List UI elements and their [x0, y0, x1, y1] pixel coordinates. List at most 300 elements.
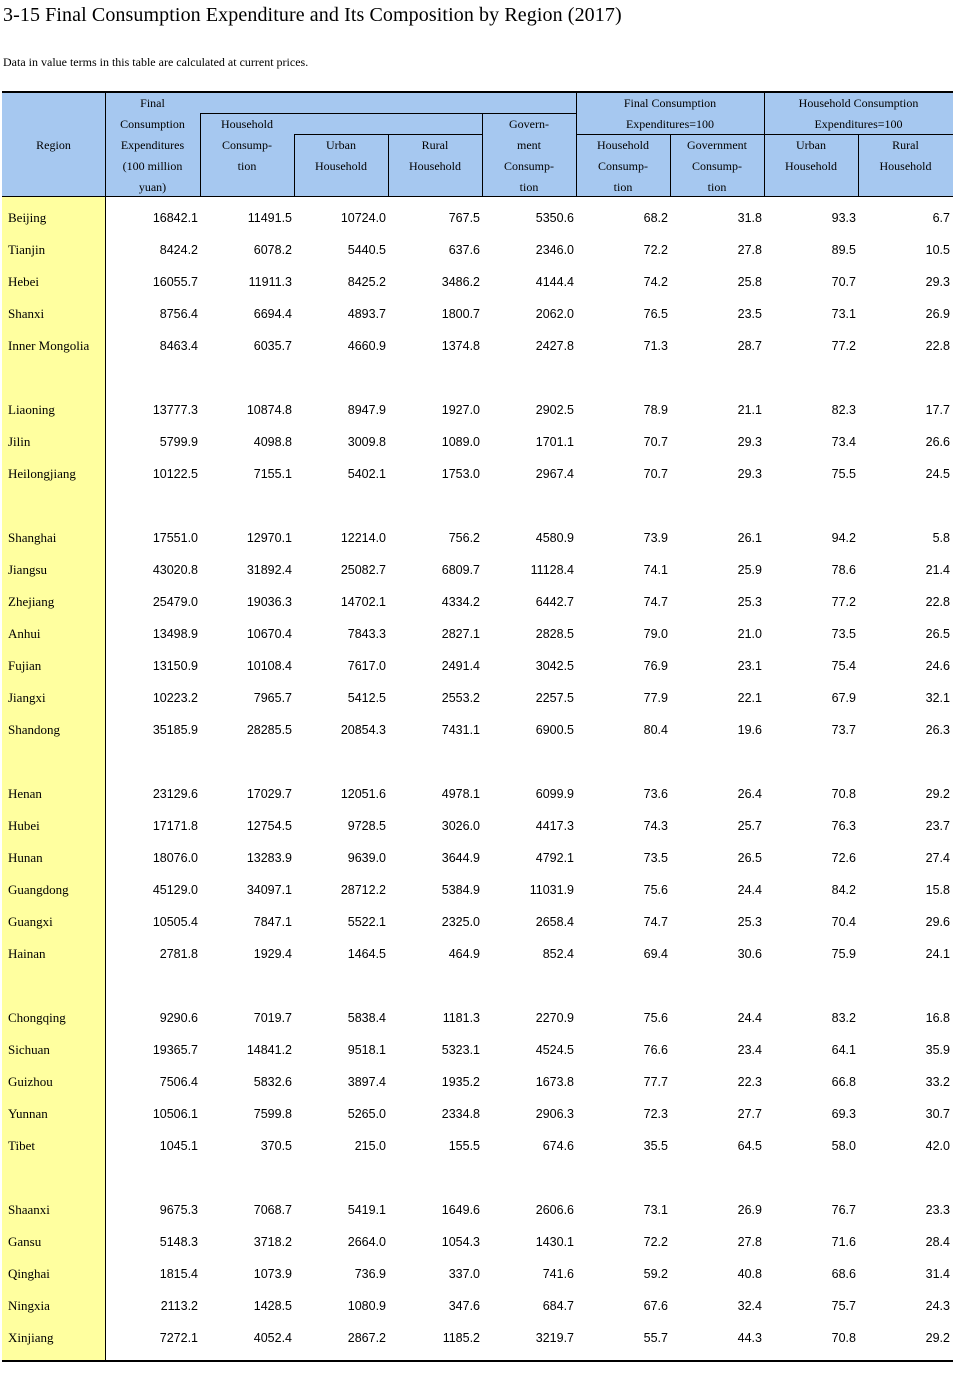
table-cell: 13777.3	[152, 403, 198, 417]
header-rule	[2, 196, 953, 197]
table-cell: 32.4	[737, 1299, 762, 1313]
table-cell: 29.6	[925, 915, 950, 929]
table-cell: 4417.3	[535, 819, 574, 833]
table-cell: 6809.7	[441, 563, 480, 577]
table-cell: 2828.5	[535, 627, 574, 641]
table-cell: 674.6	[542, 1139, 574, 1153]
table-cell: 23.5	[737, 307, 762, 321]
header-urban: Urban Household	[315, 138, 367, 173]
table-cell: 26.5	[737, 851, 762, 865]
table-cell: 767.5	[448, 211, 480, 225]
table-cell: 2257.5	[535, 691, 574, 705]
table-cell: 7155.1	[253, 467, 292, 481]
table-cell: 43020.8	[152, 563, 198, 577]
table-cell: 10108.4	[246, 659, 292, 673]
table-cell: 1080.9	[347, 1299, 386, 1313]
region-label: Anhui	[8, 626, 41, 641]
table-cell: 1428.5	[253, 1299, 292, 1313]
table-cell: 25.3	[737, 595, 762, 609]
table-cell: 73.5	[643, 851, 668, 865]
table-cell: 2902.5	[535, 403, 574, 417]
region-label: Jilin	[8, 434, 31, 449]
table-cell: 25.8	[737, 275, 762, 289]
table-cell: 70.7	[643, 435, 668, 449]
table-cell: 736.9	[354, 1267, 386, 1281]
table-note: Data in value terms in this table are calculated at current prices.	[3, 55, 309, 69]
table-cell: 2334.8	[441, 1107, 480, 1121]
table-cell: 10505.4	[152, 915, 198, 929]
table-cell: 74.7	[643, 915, 668, 929]
table-cell: 3644.9	[441, 851, 480, 865]
table-cell: 70.8	[831, 787, 856, 801]
table-cell: 7965.7	[253, 691, 292, 705]
table-cell: 5440.5	[347, 243, 386, 257]
table-cell: 73.7	[831, 723, 856, 737]
table-cell: 2491.4	[441, 659, 480, 673]
table-cell: 4052.4	[253, 1331, 292, 1345]
table-cell: 80.4	[643, 723, 668, 737]
table-cell: 2827.1	[441, 627, 480, 641]
table-cell: 2113.2	[160, 1299, 198, 1313]
table-cell: 26.3	[925, 723, 950, 737]
table-cell: 756.2	[448, 531, 480, 545]
table-cell: 215.0	[354, 1139, 386, 1153]
table-cell: 1185.2	[442, 1331, 480, 1345]
table-cell: 22.3	[737, 1075, 762, 1089]
table-cell: 2062.0	[535, 307, 574, 321]
region-label: Inner Mongolia	[8, 338, 90, 353]
table-cell: 34097.1	[246, 883, 292, 897]
region-label: Qinghai	[8, 1266, 50, 1281]
table-cell: 1927.0	[441, 403, 480, 417]
table-cell: 3219.7	[535, 1331, 574, 1345]
header-household: Household Consump- tion	[221, 117, 273, 173]
table-cell: 16.8	[925, 1011, 950, 1025]
table-cell: 29.3	[737, 467, 762, 481]
table-cell: 22.1	[737, 691, 762, 705]
table-cell: 7431.1	[441, 723, 480, 737]
table-cell: 5412.5	[347, 691, 386, 705]
header-hce100: Household Consumption Expenditures=100	[798, 96, 919, 131]
table-cell: 78.9	[643, 403, 668, 417]
table-cell: 10122.5	[152, 467, 198, 481]
table-cell: 11031.9	[529, 883, 574, 897]
table-cell: 21.0	[737, 627, 762, 641]
table-cell: 70.4	[831, 915, 856, 929]
table-cell: 20854.3	[340, 723, 386, 737]
table-cell: 69.4	[643, 947, 668, 961]
table-cell: 8756.4	[159, 307, 198, 321]
table-cell: 5838.4	[347, 1011, 386, 1025]
table-cell: 77.9	[643, 691, 668, 705]
table-cell: 11491.5	[247, 211, 292, 225]
table-cell: 21.1	[737, 403, 762, 417]
table-cell: 68.2	[643, 211, 668, 225]
table-cell: 77.2	[831, 339, 856, 353]
table-cell: 77.7	[643, 1075, 668, 1089]
table-cell: 30.7	[925, 1107, 950, 1121]
table-cell: 75.4	[831, 659, 856, 673]
header-urban-share: Urban Household	[785, 138, 837, 173]
table-cell: 79.0	[643, 627, 668, 641]
table-cell: 5265.0	[347, 1107, 386, 1121]
table-cell: 75.6	[643, 883, 668, 897]
table-cell: 17551.0	[152, 531, 198, 545]
table-cell: 72.6	[831, 851, 856, 865]
table-cell: 31892.4	[246, 563, 292, 577]
table-cell: 26.5	[925, 627, 950, 641]
table-cell: 31.8	[737, 211, 762, 225]
table-cell: 82.3	[831, 403, 856, 417]
table-cell: 23.7	[925, 819, 950, 833]
table-cell: 7617.0	[347, 659, 386, 673]
table-cell: 70.7	[831, 275, 856, 289]
table-cell: 5402.1	[347, 467, 386, 481]
table-cell: 75.6	[643, 1011, 668, 1025]
table-cell: 73.6	[643, 787, 668, 801]
table-cell: 29.2	[925, 1331, 950, 1345]
table-cell: 14841.2	[246, 1043, 292, 1057]
table-cell: 68.6	[831, 1267, 856, 1281]
table-cell: 4660.9	[347, 339, 386, 353]
table-cell: 155.5	[448, 1139, 480, 1153]
table-cell: 83.2	[831, 1011, 856, 1025]
table-cell: 2606.6	[535, 1203, 574, 1217]
table-cell: 4792.1	[535, 851, 574, 865]
table-cell: 26.9	[925, 307, 950, 321]
table-cell: 347.6	[448, 1299, 480, 1313]
table-cell: 5799.9	[159, 435, 198, 449]
table-cell: 4978.1	[441, 787, 480, 801]
table-cell: 1815.4	[159, 1267, 198, 1281]
table-cell: 23129.6	[152, 787, 198, 801]
region-label: Guizhou	[8, 1074, 53, 1089]
table-cell: 15.8	[925, 883, 950, 897]
table-cell: 337.0	[448, 1267, 480, 1281]
table-cell: 64.1	[831, 1043, 856, 1057]
region-label: Chongqing	[8, 1010, 66, 1025]
table-cell: 4334.2	[441, 595, 480, 609]
page-title: 3-15 Final Consumption Expenditure and Its Composition by Region (2017)	[3, 4, 622, 26]
table-cell: 35.9	[925, 1043, 950, 1057]
table-cell: 9518.1	[347, 1043, 386, 1057]
table-cell: 77.2	[831, 595, 856, 609]
table-cell: 35.5	[643, 1139, 668, 1153]
table-cell: 3042.5	[535, 659, 574, 673]
region-label: Hainan	[8, 946, 46, 961]
table-cell: 84.2	[831, 883, 856, 897]
table-cell: 14702.1	[340, 595, 386, 609]
table-cell: 8463.4	[159, 339, 198, 353]
table-cell: 13150.9	[152, 659, 198, 673]
table-cell: 44.3	[737, 1331, 762, 1345]
region-column	[2, 197, 105, 1360]
table-cell: 9290.6	[159, 1011, 198, 1025]
table-cell: 2270.9	[535, 1011, 574, 1025]
table-cell: 70.7	[643, 467, 668, 481]
table-cell: 12970.1	[246, 531, 292, 545]
table-cell: 27.8	[737, 1235, 762, 1249]
table-cell: 40.8	[737, 1267, 762, 1281]
region-label: Guangxi	[8, 914, 53, 929]
table-cell: 32.1	[925, 691, 950, 705]
table-cell: 4098.8	[253, 435, 292, 449]
table-cell: 1045.1	[159, 1139, 198, 1153]
table-cell: 10223.2	[152, 691, 198, 705]
table-cell: 17171.8	[152, 819, 198, 833]
table-cell: 3718.2	[253, 1235, 292, 1249]
table-cell: 7599.8	[253, 1107, 292, 1121]
header-fce100: Final Consumption Expenditures=100	[623, 96, 717, 131]
table-cell: 3486.2	[441, 275, 480, 289]
table-cell: 12754.5	[246, 819, 292, 833]
table-cell: 1935.2	[441, 1075, 480, 1089]
table-cell: 4524.5	[535, 1043, 574, 1057]
table-cell: 11128.4	[530, 563, 574, 577]
table-cell: 75.7	[831, 1299, 856, 1313]
table-cell: 2427.8	[535, 339, 574, 353]
table-cell: 75.9	[831, 947, 856, 961]
table-cell: 2325.0	[441, 915, 480, 929]
table-cell: 24.3	[925, 1299, 950, 1313]
table-cell: 24.6	[925, 659, 950, 673]
table-cell: 1430.1	[535, 1235, 574, 1249]
table-cell: 7847.1	[253, 915, 292, 929]
table-cell: 33.2	[925, 1075, 950, 1089]
table-cell: 26.4	[737, 787, 762, 801]
table-cell: 74.3	[643, 819, 668, 833]
region-label: Ningxia	[8, 1298, 50, 1313]
header-rural: Rural Household	[409, 138, 461, 173]
table-cell: 1649.6	[441, 1203, 480, 1217]
table-cell: 89.5	[831, 243, 856, 257]
region-separator	[105, 197, 106, 1360]
table-cell: 5522.1	[347, 915, 386, 929]
table-cell: 7843.3	[347, 627, 386, 641]
table-cell: 35185.9	[152, 723, 198, 737]
table-cell: 6694.4	[253, 307, 292, 321]
table-cell: 8424.2	[159, 243, 198, 257]
table-cell: 17029.7	[246, 787, 292, 801]
table-cell: 64.5	[737, 1139, 762, 1153]
table-cell: 7068.7	[253, 1203, 292, 1217]
table-cell: 25.3	[737, 915, 762, 929]
table-cell: 76.5	[643, 307, 668, 321]
region-label: Fujian	[8, 658, 42, 673]
table-cell: 7506.4	[159, 1075, 198, 1089]
table-cell: 1181.3	[442, 1011, 480, 1025]
table-cell: 1054.3	[441, 1235, 480, 1249]
table-cell: 73.1	[831, 307, 856, 321]
table-cell: 59.2	[643, 1267, 668, 1281]
table-cell: 8947.9	[347, 403, 386, 417]
table-cell: 76.9	[643, 659, 668, 673]
table-cell: 45129.0	[152, 883, 198, 897]
table-cell: 23.4	[737, 1043, 762, 1057]
table-cell: 9639.0	[347, 851, 386, 865]
table-cell: 5384.9	[441, 883, 480, 897]
table-cell: 29.3	[737, 435, 762, 449]
table-cell: 73.4	[831, 435, 856, 449]
table-cell: 1929.4	[253, 947, 292, 961]
table-cell: 2553.2	[441, 691, 480, 705]
table-cell: 29.3	[925, 275, 950, 289]
table-cell: 76.3	[831, 819, 856, 833]
table-cell: 27.4	[925, 851, 950, 865]
table-cell: 72.3	[643, 1107, 668, 1121]
region-label: Tibet	[8, 1138, 35, 1153]
table-cell: 684.7	[542, 1299, 574, 1313]
table-cell: 75.5	[831, 467, 856, 481]
table-cell: 10.5	[925, 243, 950, 257]
table-cell: 24.1	[925, 947, 950, 961]
header-government: Govern- ment Consump- tion	[503, 117, 554, 194]
table-cell: 94.2	[831, 531, 856, 545]
table-cell: 6035.7	[253, 339, 292, 353]
table-cell: 5832.6	[253, 1075, 292, 1089]
table-cell: 19.6	[737, 723, 762, 737]
table-cell: 4580.9	[535, 531, 574, 545]
table-cell: 28.4	[925, 1235, 950, 1249]
table-cell: 26.9	[737, 1203, 762, 1217]
table-cell: 24.4	[737, 1011, 762, 1025]
table-cell: 5.8	[932, 531, 950, 545]
table-cell: 2781.8	[159, 947, 198, 961]
table-cell: 71.3	[643, 339, 668, 353]
table-cell: 10724.0	[340, 211, 386, 225]
table-cell: 21.4	[925, 563, 950, 577]
table-cell: 74.2	[643, 275, 668, 289]
table-cell: 72.2	[643, 243, 668, 257]
region-label: Shanghai	[8, 530, 57, 545]
table-cell: 13498.9	[152, 627, 198, 641]
region-label: Tianjin	[8, 242, 46, 257]
region-label: Xinjiang	[8, 1330, 54, 1345]
table-cell: 67.6	[643, 1299, 668, 1313]
table-cell: 28712.2	[340, 883, 386, 897]
region-label: Beijing	[8, 210, 47, 225]
region-label: Guangdong	[8, 882, 69, 897]
table-cell: 5419.1	[347, 1203, 386, 1217]
table-cell: 12214.0	[340, 531, 386, 545]
table-cell: 76.6	[643, 1043, 668, 1057]
table-cell: 16055.7	[152, 275, 198, 289]
table-cell: 71.6	[831, 1235, 856, 1249]
header-region: Region	[36, 138, 71, 152]
table-cell: 1089.0	[441, 435, 480, 449]
table-cell: 2867.2	[347, 1331, 386, 1345]
table-cell: 1701.1	[535, 435, 574, 449]
region-label: Shandong	[8, 722, 60, 737]
table-cell: 25.9	[737, 563, 762, 577]
table-cell: 72.2	[643, 1235, 668, 1249]
region-label: Shanxi	[8, 306, 45, 321]
table-cell: 22.8	[925, 339, 950, 353]
table-cell: 8425.2	[347, 275, 386, 289]
table-cell: 29.2	[925, 787, 950, 801]
table-cell: 16842.1	[152, 211, 198, 225]
header-government-share: Government Consump- tion	[687, 138, 747, 194]
table-cell: 7019.7	[253, 1011, 292, 1025]
table-cell: 70.8	[831, 1331, 856, 1345]
header-household-share: Household Consump- tion	[597, 138, 649, 194]
table-cell: 7272.1	[159, 1331, 198, 1345]
table-cell: 4893.7	[347, 307, 386, 321]
table-cell: 23.3	[925, 1203, 950, 1217]
table-cell: 370.5	[260, 1139, 292, 1153]
table-cell: 10670.4	[246, 627, 292, 641]
region-label: Hebei	[8, 274, 40, 289]
table-cell: 17.7	[925, 403, 950, 417]
table-cell: 12051.6	[340, 787, 386, 801]
table-cell: 19365.7	[152, 1043, 198, 1057]
table-cell: 28285.5	[246, 723, 292, 737]
table-cell: 6099.9	[535, 787, 574, 801]
header-fce: Final Consumption Expenditures (100 million yuan)	[120, 96, 185, 194]
region-label: Liaoning	[8, 402, 55, 417]
table-cell: 11911.3	[248, 275, 292, 289]
table-cell: 73.1	[643, 1203, 668, 1217]
region-label: Gansu	[8, 1234, 42, 1249]
table-cell: 66.8	[831, 1075, 856, 1089]
region-label: Heilongjiang	[8, 466, 76, 481]
table-cell: 852.4	[542, 947, 574, 961]
table-cell: 2664.0	[347, 1235, 386, 1249]
table-cell: 6078.2	[253, 243, 292, 257]
table-cell: 30.6	[737, 947, 762, 961]
table-cell: 93.3	[831, 211, 856, 225]
table-cell: 2346.0	[535, 243, 574, 257]
table-cell: 1374.8	[441, 339, 480, 353]
table-cell: 25.7	[737, 819, 762, 833]
table-cell: 5323.1	[441, 1043, 480, 1057]
table-cell: 3026.0	[441, 819, 480, 833]
region-label: Jiangxi	[8, 690, 46, 705]
table-cell: 26.6	[925, 435, 950, 449]
table-cell: 10506.1	[152, 1107, 198, 1121]
region-label: Hunan	[8, 850, 43, 865]
table-cell: 58.0	[831, 1139, 856, 1153]
table-cell: 1753.0	[441, 467, 480, 481]
table-cell: 26.1	[737, 531, 762, 545]
region-label: Jiangsu	[8, 562, 47, 577]
table-cell: 6900.5	[535, 723, 574, 737]
bottom-rule	[2, 1360, 953, 1362]
table-cell: 23.1	[737, 659, 762, 673]
table-cell: 3009.8	[347, 435, 386, 449]
table-cell: 74.1	[643, 563, 668, 577]
table-cell: 55.7	[643, 1331, 668, 1345]
region-label: Sichuan	[8, 1042, 50, 1057]
table-cell: 73.9	[643, 531, 668, 545]
table-cell: 22.8	[925, 595, 950, 609]
table-cell: 24.4	[737, 883, 762, 897]
table-header	[2, 93, 953, 197]
table-cell: 28.7	[737, 339, 762, 353]
table-cell: 69.3	[831, 1107, 856, 1121]
table-cell: 2906.3	[535, 1107, 574, 1121]
table-cell: 6442.7	[535, 595, 574, 609]
table-cell: 18076.0	[152, 851, 198, 865]
table-cell: 74.7	[643, 595, 668, 609]
region-label: Henan	[8, 786, 42, 801]
table-cell: 637.6	[448, 243, 480, 257]
table-cell: 76.7	[831, 1203, 856, 1217]
region-label: Zhejiang	[8, 594, 55, 609]
table-cell: 24.5	[925, 467, 950, 481]
table-cell: 27.8	[737, 243, 762, 257]
table-cell: 25479.0	[152, 595, 198, 609]
